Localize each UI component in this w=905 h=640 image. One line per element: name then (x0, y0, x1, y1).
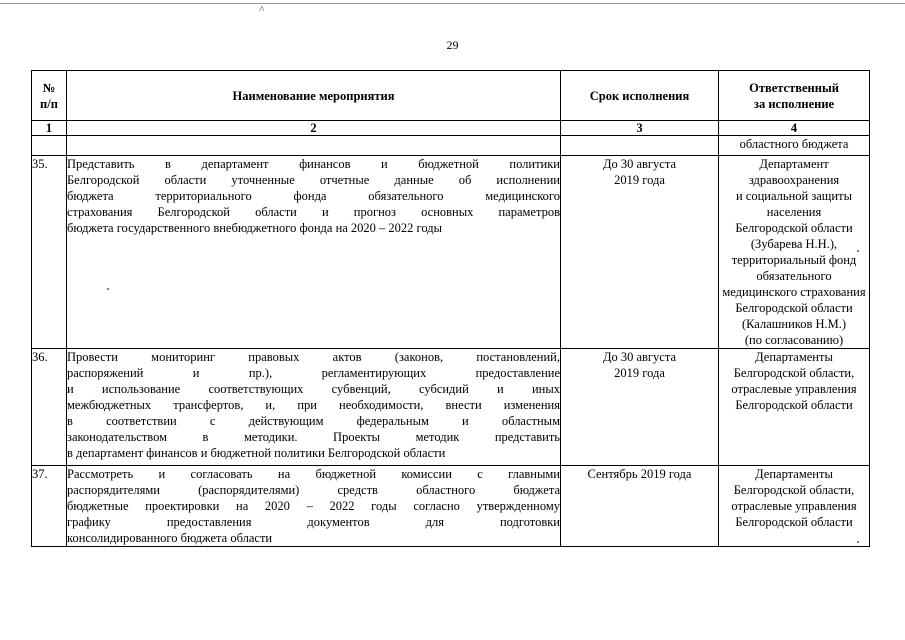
header-name: Наименование мероприятия (67, 71, 561, 121)
responsible-line: Белгородской области, (733, 483, 855, 497)
responsible-line: и социальной защиты (735, 189, 852, 203)
description-line: распоряжений и пр.), регламентирующих предоставление (67, 366, 560, 380)
description-line: межбюджетных трансфертов, и, при необходимости, внести изменения (67, 398, 560, 412)
responsible-line: медицинского страхования (722, 285, 866, 299)
description-line: в департамент финансов и бюджетной политики Белгородской области (67, 446, 446, 460)
description-line: Рассмотреть и согласовать на бюджетной комиссии с главными (67, 467, 560, 481)
responsible-line: обязательного (756, 269, 832, 283)
row-description (67, 466, 561, 547)
row-responsible (719, 466, 870, 547)
deadline-line: 2019 года (614, 366, 665, 380)
table-header-row (32, 71, 870, 121)
table-row (32, 349, 870, 466)
row-description (67, 156, 561, 349)
description-line: страхования Белгородской области и прогноз основных параметров (67, 205, 560, 219)
row-number: 37. (32, 466, 67, 547)
responsible-line: (Зубарева Н.Н.), (750, 237, 838, 251)
row-deadline (561, 349, 719, 466)
deadline-line: До 30 августа (602, 157, 677, 171)
description-line: в соответствии с действующим федеральным и областным (67, 414, 560, 428)
responsible-line: отраслевые управления (731, 499, 857, 513)
responsible-line: Департаменты (755, 467, 833, 481)
responsible-line: населения (766, 205, 822, 219)
column-number: 1 (32, 121, 67, 136)
column-number: 4 (719, 121, 870, 136)
header-deadline: Срок исполнения (561, 71, 719, 121)
scan-speck (857, 541, 859, 543)
table-row (32, 466, 870, 547)
responsible-line: Департамент (759, 157, 829, 171)
deadline-line: Сентябрь 2019 года (587, 467, 692, 481)
page-number: 29 (446, 38, 459, 52)
description-line: Представить в департамент финансов и бюджетной политики (67, 157, 560, 171)
measures-table (31, 70, 870, 547)
continuation-num (32, 136, 67, 156)
description-line: законодательством в методики. Проекты методик представить (67, 430, 560, 444)
responsible-line: Белгородской области, (733, 366, 855, 380)
row-responsible (719, 349, 870, 466)
description-line: консолидированного бюджета области (67, 531, 273, 545)
row-number: 35. (32, 156, 67, 349)
column-number: 2 (67, 121, 561, 136)
responsible-line: Белгородской области (735, 301, 853, 315)
description-line: графику предоставления документов для подготовки (67, 515, 560, 529)
responsible-line: (Калашников Н.М.) (741, 317, 847, 331)
row-description (67, 349, 561, 466)
responsible-line: (по согласованию) (744, 333, 844, 347)
description-line: бюджета территориального фонда обязательного медицинского (67, 189, 560, 203)
column-number-row (32, 121, 870, 136)
description-line: Белгородской области уточненные отчетные данные об исполнении (67, 173, 560, 187)
responsible-line: отраслевые управления (731, 382, 857, 396)
description-line: распорядителями (распорядителями) средств областного бюджета (67, 483, 560, 497)
header-num: № п/п (32, 71, 67, 121)
continuation-responsible: областного бюджета (719, 136, 870, 156)
responsible-line: Белгородской области (735, 398, 853, 412)
responsible-line: здравоохранения (748, 173, 840, 187)
continuation-deadline (561, 136, 719, 156)
row-number: 36. (32, 349, 67, 466)
description-line: бюджетные проектировки на 2020 – 2022 годы согласно утвержденному (67, 499, 560, 513)
responsible-line: Белгородской области (735, 515, 853, 529)
header-responsible: Ответственный за исполнение (719, 71, 870, 121)
scan-speck (857, 250, 859, 252)
description-line: бюджета государственного внебюджетного фонда на 2020 – 2022 годы (67, 221, 443, 235)
description-line: Провести мониторинг правовых актов (законов, постановлений, (67, 350, 560, 364)
column-number: 3 (561, 121, 719, 136)
continuation-row (32, 136, 870, 156)
table-row (32, 156, 870, 349)
scan-speck (107, 288, 109, 290)
responsible-line: территориальный фонд (731, 253, 857, 267)
responsible-line: Департаменты (755, 350, 833, 364)
scan-artifact-mark: ˄ (259, 4, 265, 15)
row-responsible (719, 156, 870, 349)
continuation-desc (67, 136, 561, 156)
deadline-line: До 30 августа (602, 350, 677, 364)
scan-top-edge (0, 3, 905, 4)
row-deadline (561, 156, 719, 349)
row-deadline (561, 466, 719, 547)
deadline-line: 2019 года (614, 173, 665, 187)
responsible-line: Белгородской области (735, 221, 853, 235)
description-line: и использование соответствующих субвенций, субсидий и иных (67, 382, 560, 396)
